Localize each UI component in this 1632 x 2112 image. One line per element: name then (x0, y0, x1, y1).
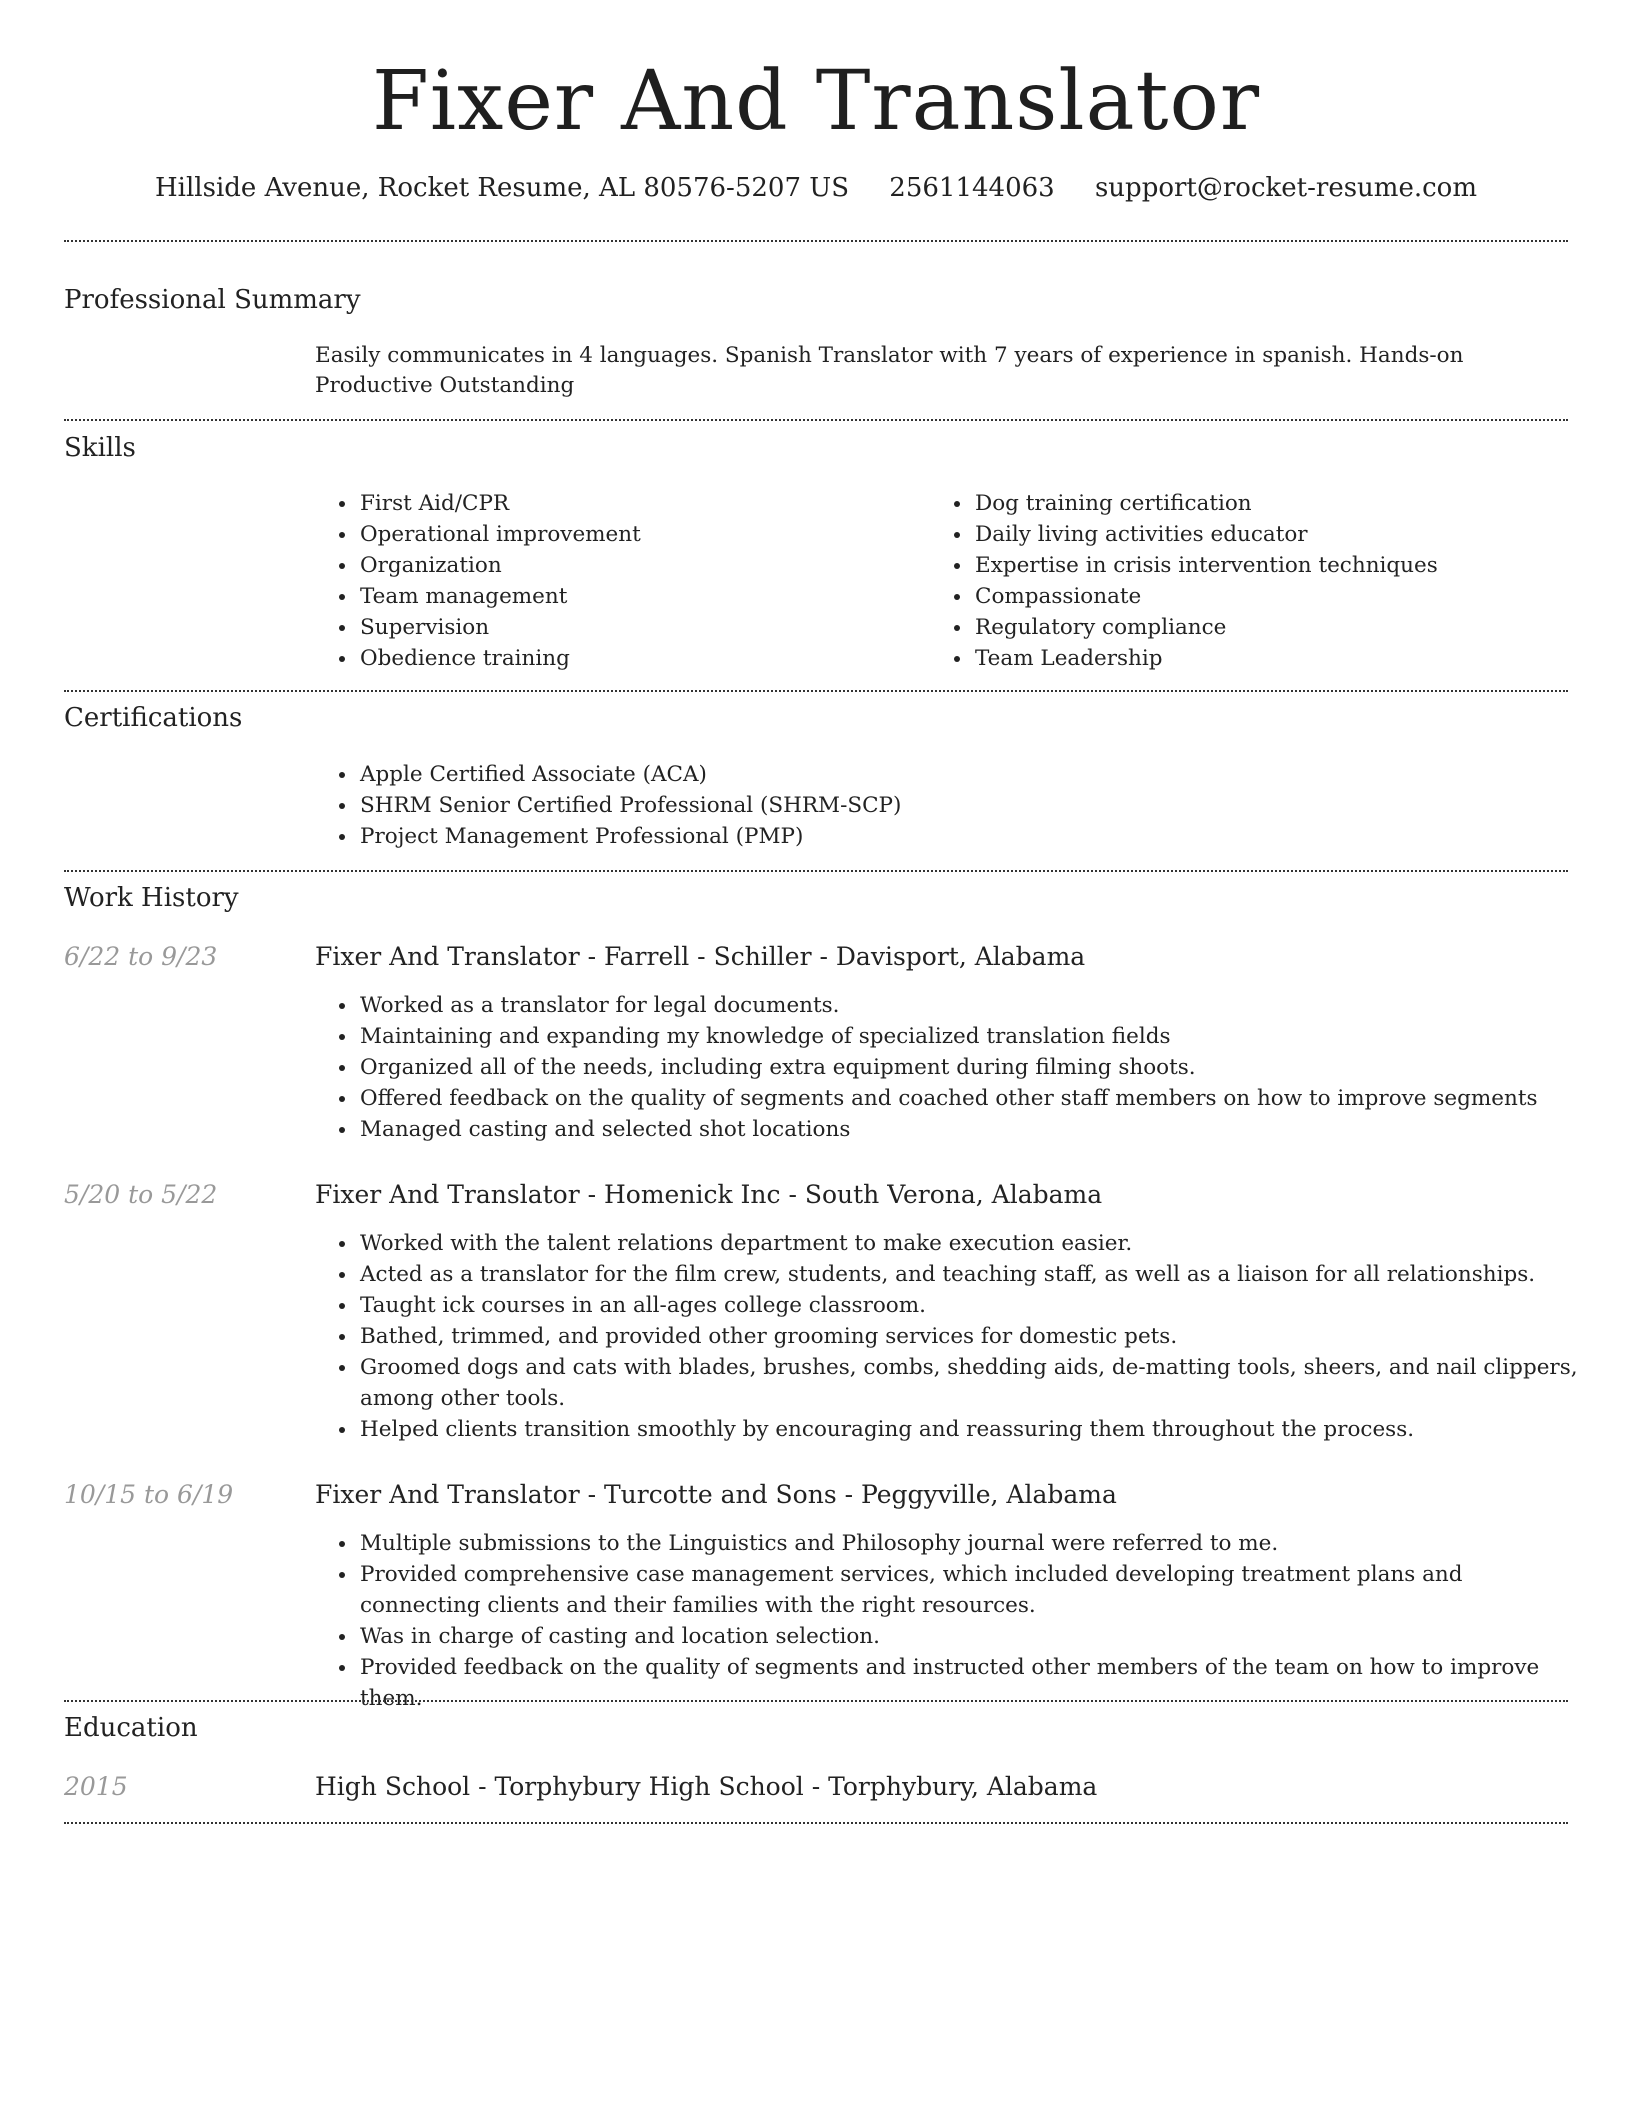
divider (64, 1700, 1568, 1702)
skill-item: • Team management (358, 581, 918, 612)
education-year: 2015 (64, 1772, 128, 1801)
work-history-heading: Work History (64, 883, 239, 913)
contact-email: support@rocket-resume.com (1094, 173, 1477, 203)
job-bullet: • Provided comprehensive case management services, which included developing treatment plans and connecting clients and their families with the right resources. (358, 1559, 1583, 1621)
job-dates: 5/20 to 5/22 (64, 1180, 218, 1209)
skill-item: • Dog training certification (973, 488, 1573, 519)
job-bullets (330, 1528, 1583, 1714)
job-bullets (330, 1228, 1583, 1445)
skills-list-right (945, 488, 1573, 674)
job-bullet: • Acted as a translator for the film crew, students, and teaching staff, as well as a liaison for all relationships. (358, 1259, 1583, 1290)
skill-item: • Team Leadership (973, 643, 1573, 674)
divider (64, 1822, 1568, 1824)
divider (64, 870, 1568, 872)
skill-item: • Compassionate (973, 581, 1573, 612)
divider (64, 690, 1568, 692)
job-bullet: • Was in charge of casting and location selection. (358, 1621, 1583, 1652)
job-bullet: • Organized all of the needs, including extra equipment during filming shoots. (358, 1052, 1583, 1083)
summary-heading: Professional Summary (64, 285, 361, 315)
divider (64, 240, 1568, 242)
job-dates: 6/22 to 9/23 (64, 942, 218, 971)
job-bullet: • Taught ick courses in an all-ages college classroom. (358, 1290, 1583, 1321)
skills-heading: Skills (64, 433, 136, 463)
skills-list-left (330, 488, 918, 674)
education-title: High School - Torphybury High School - Torphybury, Alabama (315, 1772, 1098, 1801)
job-bullet: • Bathed, trimmed, and provided other grooming services for domestic pets. (358, 1321, 1583, 1352)
skill-item: • Expertise in crisis intervention techniques (973, 550, 1573, 581)
skill-item: • Regulatory compliance (973, 612, 1573, 643)
job-bullet: • Maintaining and expanding my knowledge of specialized translation fields (358, 1021, 1583, 1052)
certification-item: • Project Management Professional (PMP) (358, 821, 1558, 852)
certifications-list (330, 759, 1558, 852)
skill-item: • Supervision (358, 612, 918, 643)
job-bullet: • Groomed dogs and cats with blades, brushes, combs, shedding aids, de-matting tools, sheers, and nail clippers, among other tools. (358, 1352, 1583, 1414)
job-bullet: • Managed casting and selected shot locations (358, 1114, 1583, 1145)
resume-name: Fixer And Translator (371, 54, 1261, 149)
summary-text: Easily communicates in 4 languages. Spanish Translator with 7 years of experience in spanish. Hands-on Productive Outstanding (315, 343, 1464, 398)
skill-item: • Operational improvement (358, 519, 918, 550)
divider (64, 419, 1568, 421)
job-bullet: • Helped clients transition smoothly by encouraging and reassuring them throughout the process. (358, 1414, 1583, 1445)
certification-item: • Apple Certified Associate (ACA) (358, 759, 1558, 790)
skill-item: • Organization (358, 550, 918, 581)
contact-address: Hillside Avenue, Rocket Resume, AL 80576-5207 US (155, 173, 850, 203)
certifications-heading: Certifications (64, 703, 243, 733)
skill-item: • Obedience training (358, 643, 918, 674)
job-title: Fixer And Translator - Turcotte and Sons - Peggyville, Alabama (315, 1480, 1117, 1509)
job-dates: 10/15 to 6/19 (64, 1480, 234, 1509)
job-bullet: • Worked with the talent relations department to make execution easier. (358, 1228, 1583, 1259)
job-bullet: • Multiple submissions to the Linguistics and Philosophy journal were referred to me. (358, 1528, 1583, 1559)
job-bullet: • Offered feedback on the quality of segments and coached other staff members on how to improve segments (358, 1083, 1583, 1114)
contact-line (0, 170, 1632, 206)
job-bullets (330, 990, 1583, 1145)
job-bullet: • Provided feedback on the quality of segments and instructed other members of the team on how to improve them. (358, 1652, 1583, 1714)
contact-phone: 2561144063 (889, 173, 1055, 203)
job-bullet: • Worked as a translator for legal documents. (358, 990, 1583, 1021)
job-title: Fixer And Translator - Homenick Inc - South Verona, Alabama (315, 1180, 1103, 1209)
education-heading: Education (64, 1713, 198, 1743)
skill-item: • Daily living activities educator (973, 519, 1573, 550)
job-title: Fixer And Translator - Farrell - Schiller - Davisport, Alabama (315, 942, 1086, 971)
skill-item: • First Aid/CPR (358, 488, 918, 519)
certification-item: • SHRM Senior Certified Professional (SHRM-SCP) (358, 790, 1558, 821)
